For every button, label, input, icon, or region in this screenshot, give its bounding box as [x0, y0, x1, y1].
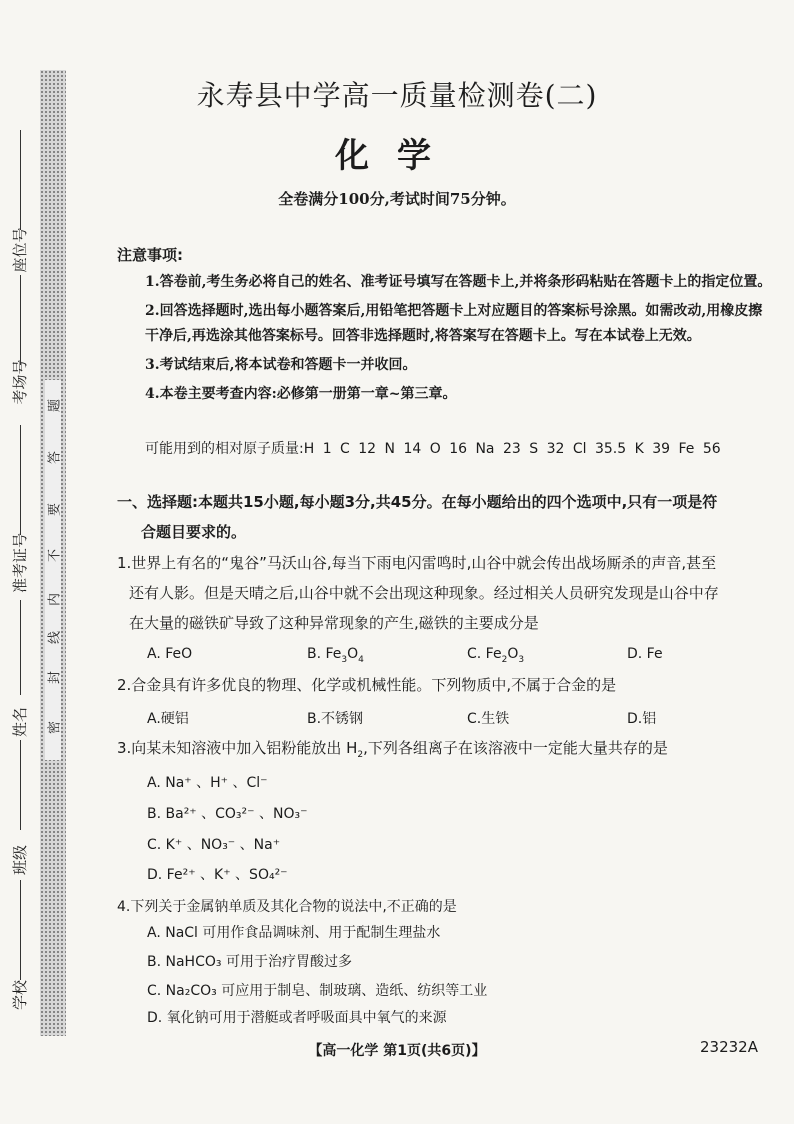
notice-item: 3.考试结束后,将本试卷和答题卡一并收回。 — [145, 357, 417, 373]
seal-char: 题 — [47, 399, 63, 413]
question-3-option-a: A. Na⁺ 、H⁺ 、Cl⁻ — [147, 775, 268, 791]
question-4-option-c: C. Na₂CO₃ 可应用于制皂、制玻璃、造纸、纺织等工业 — [147, 983, 488, 999]
stem-line: 在大量的磁铁矿导致了这种异常现象的产生,磁铁的主要成分是 — [129, 614, 539, 632]
notice-list — [145, 270, 775, 411]
question-3-option-d: D. Fe²⁺ 、K⁺ 、SO₄²⁻ — [147, 867, 288, 883]
question-4-option-d: D. 氧化钠可用于潜艇或者呼吸面具中氧气的来源 — [147, 1010, 447, 1026]
section-heading — [117, 487, 787, 547]
class-label: 班级 — [11, 845, 29, 876]
exam-title: 永寿县中学高一质量检测卷(二) — [196, 79, 598, 112]
seal-char: 要 — [47, 503, 63, 517]
notice-item: 4.本卷主要考查内容:必修第一册第一章~第三章。 — [145, 386, 457, 402]
question-4-option-a: A. NaCl 可用作食品调味剂、用于配制生理盐水 — [147, 925, 441, 941]
section-heading-line: 一、选择题:本题共15小题,每小题3分,共45分。在每小题给出的四个选项中,只有一项是符 — [117, 493, 718, 511]
fill-line — [20, 425, 21, 535]
option-c: C.生铁 — [467, 711, 510, 727]
question-2-stem: 2.合金具有许多优良的物理、化学或机械性能。下列物质中,不属于合金的是 — [117, 676, 617, 694]
school-label: 学校 — [11, 980, 29, 1011]
option-c: C. $Fe_2O_3$ — [467, 646, 525, 665]
question-1-options — [147, 646, 787, 665]
notice-item: 1.答卷前,考生务必将自己的姓名、准考证号填写在答题卡上,并将条形码粘贴在答题卡上的指定位置。 — [145, 274, 772, 290]
seat-number-label: 座位号 — [11, 227, 29, 273]
page-footer: 【高一化学 第1页(共6页)】 — [308, 1043, 486, 1059]
question-3-stem: 3.向某未知溶液中加入铝粉能放出 $H_2$,下列各组离子在该溶液中一定能大量共存的是 — [117, 739, 668, 760]
stem-line: 1.世界上有名的“鬼谷”马沃山谷,每当下雨电闪雷鸣时,山谷中就会传出战场厮杀的声音,甚至 — [117, 554, 717, 572]
seal-char: 密 — [47, 721, 63, 735]
question-4-stem: 4.下列关于金属钠单质及其化合物的说法中,不正确的是 — [117, 899, 457, 915]
question-3-option-c: C. K⁺ 、NO₃⁻ 、Na⁺ — [147, 837, 281, 853]
fill-line — [20, 600, 21, 695]
seal-char: 内 — [47, 593, 63, 607]
question-4-option-b: B. NaHCO₃ 可用于治疗胃酸过多 — [147, 954, 352, 970]
seal-band — [45, 380, 61, 760]
option-b: B.不锈钢 — [307, 711, 364, 727]
seal-char: 答 — [47, 451, 63, 465]
atomic-masses: 可能用到的相对原子质量:H 1 C 12 N 14 O 16 Na 23 S 32 Cl 35.5 K 39 Fe 56 — [145, 441, 721, 457]
notice-item: 2.回答选择题时,选出每小题答案后,用铅笔把答题卡上对应题目的答案标号涂黑。如需改动,用橡皮擦干净后,再选涂其他答案标号。回答非选择题时,将答案写在答题卡上。写在本试卷上无效。 — [145, 303, 763, 344]
notice-heading: 注意事项: — [117, 246, 183, 264]
subject-title: 化学 — [335, 136, 459, 176]
question-3-option-b: B. Ba²⁺ 、CO₃²⁻ 、NO₃⁻ — [147, 806, 308, 822]
question-1-stem — [117, 548, 789, 638]
question-2-options — [147, 708, 787, 728]
fill-line — [20, 740, 21, 830]
option-d: D. Fe — [627, 646, 663, 662]
seal-char: 封 — [47, 671, 63, 685]
exam-info: 全卷满分100分,考试时间75分钟。 — [278, 190, 516, 208]
admission-number-label: 准考证号 — [11, 532, 29, 593]
seal-char: 不 — [47, 549, 63, 563]
option-b: B. $Fe_3O_4$ — [307, 646, 364, 665]
name-label: 姓名 — [11, 707, 29, 738]
paper-code: 23232A — [700, 1038, 758, 1056]
option-a: A. FeO — [147, 646, 193, 662]
option-a: A.硬铝 — [147, 711, 189, 727]
stem-line: 还有人影。但是天晴之后,山谷中就不会出现这种现象。经过相关人员研究发现是山谷中存 — [129, 584, 719, 602]
section-heading-line: 合题目要求的。 — [141, 523, 247, 541]
option-d: D.铝 — [627, 711, 657, 727]
seal-char: 线 — [47, 631, 63, 645]
exam-room-label: 考场号 — [11, 359, 29, 405]
